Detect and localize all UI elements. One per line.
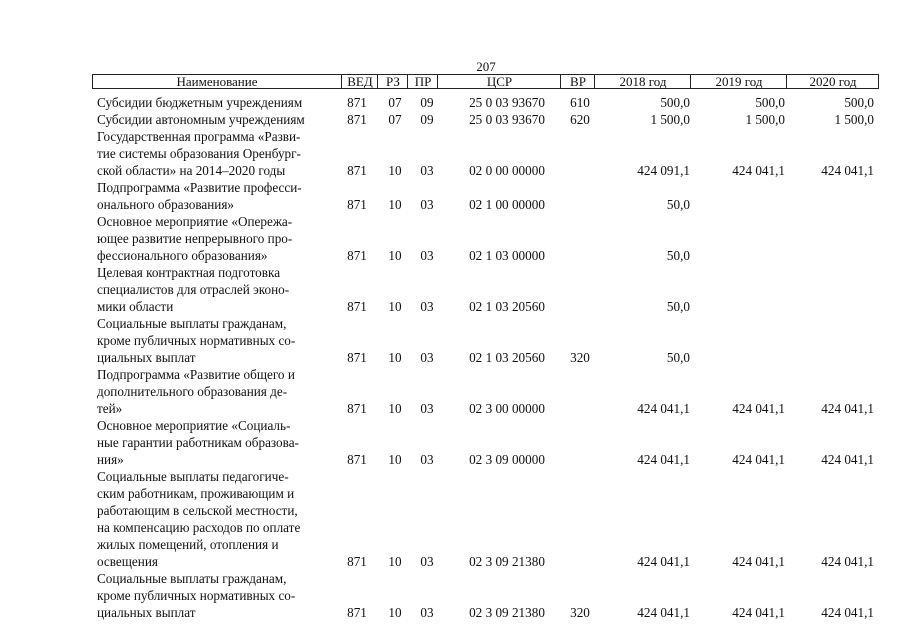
cell-y2018: 424 091,1 xyxy=(637,163,690,178)
cell-rz: 10 xyxy=(388,554,402,569)
row-name-line: на компенсацию расходов по оплате xyxy=(97,520,301,535)
row-name xyxy=(97,111,337,128)
cell-vr: 610 xyxy=(570,95,590,110)
cell-y2020: 424 041,1 xyxy=(821,163,874,178)
cell-csr: 02 3 00 00000 xyxy=(469,401,545,416)
cell-pr: 09 xyxy=(420,112,434,127)
table-row xyxy=(0,264,905,315)
cell-vr: 620 xyxy=(570,112,590,127)
row-name-line: освещения xyxy=(97,554,158,569)
cell-ved: 871 xyxy=(347,401,367,416)
table-row xyxy=(0,179,905,213)
row-name-line: ные гарантии работникам образова- xyxy=(97,435,299,450)
table-row xyxy=(0,417,905,468)
row-name xyxy=(97,128,337,179)
row-name xyxy=(97,179,337,213)
cell-rz: 10 xyxy=(388,605,402,620)
row-name xyxy=(97,417,337,468)
cell-csr: 25 0 03 93670 xyxy=(469,112,545,127)
cell-ved: 871 xyxy=(347,605,367,620)
row-name-line: специалистов для отраслей эконо- xyxy=(97,282,290,297)
row-name-line: циальных выплат xyxy=(97,350,196,365)
cell-csr: 02 1 03 20560 xyxy=(469,350,545,365)
cell-ved: 871 xyxy=(347,350,367,365)
cell-csr: 25 0 03 93670 xyxy=(469,95,545,110)
cell-ved: 871 xyxy=(347,197,367,212)
cell-pr: 03 xyxy=(420,299,434,314)
row-name xyxy=(97,366,337,417)
row-name-line: ским работникам, проживающим и xyxy=(97,486,295,501)
cell-pr: 03 xyxy=(420,197,434,212)
cell-ved: 871 xyxy=(347,554,367,569)
row-name xyxy=(97,264,337,315)
cell-ved: 871 xyxy=(347,452,367,467)
row-name xyxy=(97,468,337,570)
row-name-line: Подпрограмма «Развитие професси- xyxy=(97,180,302,195)
cell-rz: 10 xyxy=(388,197,402,212)
row-name-line: мики области xyxy=(97,299,174,314)
header-csr: ЦСР xyxy=(437,75,561,88)
cell-rz: 07 xyxy=(388,95,402,110)
cell-rz: 07 xyxy=(388,112,402,127)
row-name-line: Социальные выплаты гражданам, xyxy=(97,316,287,331)
cell-y2019: 500,0 xyxy=(755,95,785,110)
cell-rz: 10 xyxy=(388,163,402,178)
cell-y2019: 424 041,1 xyxy=(732,452,785,467)
cell-csr: 02 3 09 21380 xyxy=(469,605,545,620)
table-row xyxy=(0,366,905,417)
cell-y2018: 424 041,1 xyxy=(637,452,690,467)
cell-rz: 10 xyxy=(388,299,402,314)
row-name-line: тие системы образования Оренбург- xyxy=(97,146,301,161)
table-row xyxy=(0,315,905,366)
row-name-line: Субсидии бюджетным учреждениям xyxy=(97,95,303,110)
cell-pr: 03 xyxy=(420,350,434,365)
row-name-line: кроме публичных нормативных со- xyxy=(97,333,296,348)
cell-y2018: 424 041,1 xyxy=(637,605,690,620)
cell-csr: 02 1 03 20560 xyxy=(469,299,545,314)
cell-csr: 02 1 00 00000 xyxy=(469,197,545,212)
table-row xyxy=(0,94,905,111)
table-row xyxy=(0,213,905,264)
cell-csr: 02 3 09 21380 xyxy=(469,554,545,569)
row-name-line: фессионального образования» xyxy=(97,248,268,263)
row-name-line: дополнительного образования де- xyxy=(97,384,288,399)
cell-pr: 03 xyxy=(420,248,434,263)
cell-pr: 03 xyxy=(420,163,434,178)
cell-y2018: 50,0 xyxy=(666,350,690,365)
cell-csr: 02 1 03 00000 xyxy=(469,248,545,263)
cell-y2019: 424 041,1 xyxy=(732,401,785,416)
cell-y2020: 500,0 xyxy=(844,95,874,110)
row-name-line: Социальные выплаты гражданам, xyxy=(97,571,287,586)
row-name-line: ской области» на 2014–2020 годы xyxy=(97,163,286,178)
row-name-line: онального образования» xyxy=(97,197,234,212)
cell-y2019: 1 500,0 xyxy=(745,112,785,127)
cell-rz: 10 xyxy=(388,248,402,263)
cell-y2019: 424 041,1 xyxy=(732,163,785,178)
cell-ved: 871 xyxy=(347,299,367,314)
header-ved: ВЕД xyxy=(341,75,378,88)
table-row xyxy=(0,468,905,570)
header-pr: ПР xyxy=(407,75,438,88)
cell-y2019: 424 041,1 xyxy=(732,554,785,569)
cell-vr: 320 xyxy=(570,605,590,620)
table-header xyxy=(92,74,879,89)
cell-y2020: 424 041,1 xyxy=(821,605,874,620)
cell-y2018: 1 500,0 xyxy=(650,112,690,127)
row-name-line: Субсидии автономным учреждениям xyxy=(97,112,305,127)
cell-y2020: 424 041,1 xyxy=(821,401,874,416)
row-name xyxy=(97,570,337,621)
header-2019: 2019 год xyxy=(690,75,787,88)
cell-ved: 871 xyxy=(347,95,367,110)
row-name-line: ющее развитие непрерывного про- xyxy=(97,231,293,246)
cell-y2018: 50,0 xyxy=(666,299,690,314)
row-name-line: Основное мероприятие «Социаль- xyxy=(97,418,291,433)
cell-pr: 09 xyxy=(420,95,434,110)
row-name-line: Основное мероприятие «Опережа- xyxy=(97,214,293,229)
cell-pr: 03 xyxy=(420,401,434,416)
table-row xyxy=(0,111,905,128)
row-name-line: работающим в сельской местности, xyxy=(97,503,298,518)
header-name: Наименование xyxy=(176,74,258,89)
row-name-line: Целевая контрактная подготовка xyxy=(97,265,281,280)
header-vr: ВР xyxy=(560,75,595,88)
table-row xyxy=(0,570,905,621)
cell-pr: 03 xyxy=(420,605,434,620)
table-row xyxy=(0,128,905,179)
cell-y2020: 424 041,1 xyxy=(821,554,874,569)
cell-y2019: 424 041,1 xyxy=(732,605,785,620)
header-2020: 2020 год xyxy=(786,75,879,88)
row-name-line: ния» xyxy=(97,452,124,467)
cell-y2018: 500,0 xyxy=(660,95,690,110)
cell-ved: 871 xyxy=(347,163,367,178)
cell-vr: 320 xyxy=(570,350,590,365)
row-name-line: тей» xyxy=(97,401,123,416)
page-number: 207 xyxy=(476,59,496,74)
cell-csr: 02 0 00 00000 xyxy=(469,163,545,178)
cell-y2020: 424 041,1 xyxy=(821,452,874,467)
row-name-line: Социальные выплаты педагогиче- xyxy=(97,469,289,484)
cell-rz: 10 xyxy=(388,401,402,416)
row-name xyxy=(97,315,337,366)
cell-pr: 03 xyxy=(420,452,434,467)
row-name-line: Подпрограмма «Развитие общего и xyxy=(97,367,295,382)
cell-y2018: 50,0 xyxy=(666,197,690,212)
cell-y2018: 424 041,1 xyxy=(637,401,690,416)
header-rz: РЗ xyxy=(377,75,408,88)
row-name-line: жилых помещений, отопления и xyxy=(97,537,279,552)
cell-rz: 10 xyxy=(388,350,402,365)
cell-csr: 02 3 09 00000 xyxy=(469,452,545,467)
cell-pr: 03 xyxy=(420,554,434,569)
row-name-line: кроме публичных нормативных со- xyxy=(97,588,296,603)
header-2018: 2018 год xyxy=(594,75,691,88)
cell-ved: 871 xyxy=(347,248,367,263)
row-name xyxy=(97,213,337,264)
row-name-line: циальных выплат xyxy=(97,605,196,620)
cell-ved: 871 xyxy=(347,112,367,127)
cell-y2020: 1 500,0 xyxy=(834,112,874,127)
row-name xyxy=(97,94,337,111)
row-name-line: Государственная программа «Разви- xyxy=(97,129,301,144)
cell-y2018: 424 041,1 xyxy=(637,554,690,569)
cell-rz: 10 xyxy=(388,452,402,467)
cell-y2018: 50,0 xyxy=(666,248,690,263)
